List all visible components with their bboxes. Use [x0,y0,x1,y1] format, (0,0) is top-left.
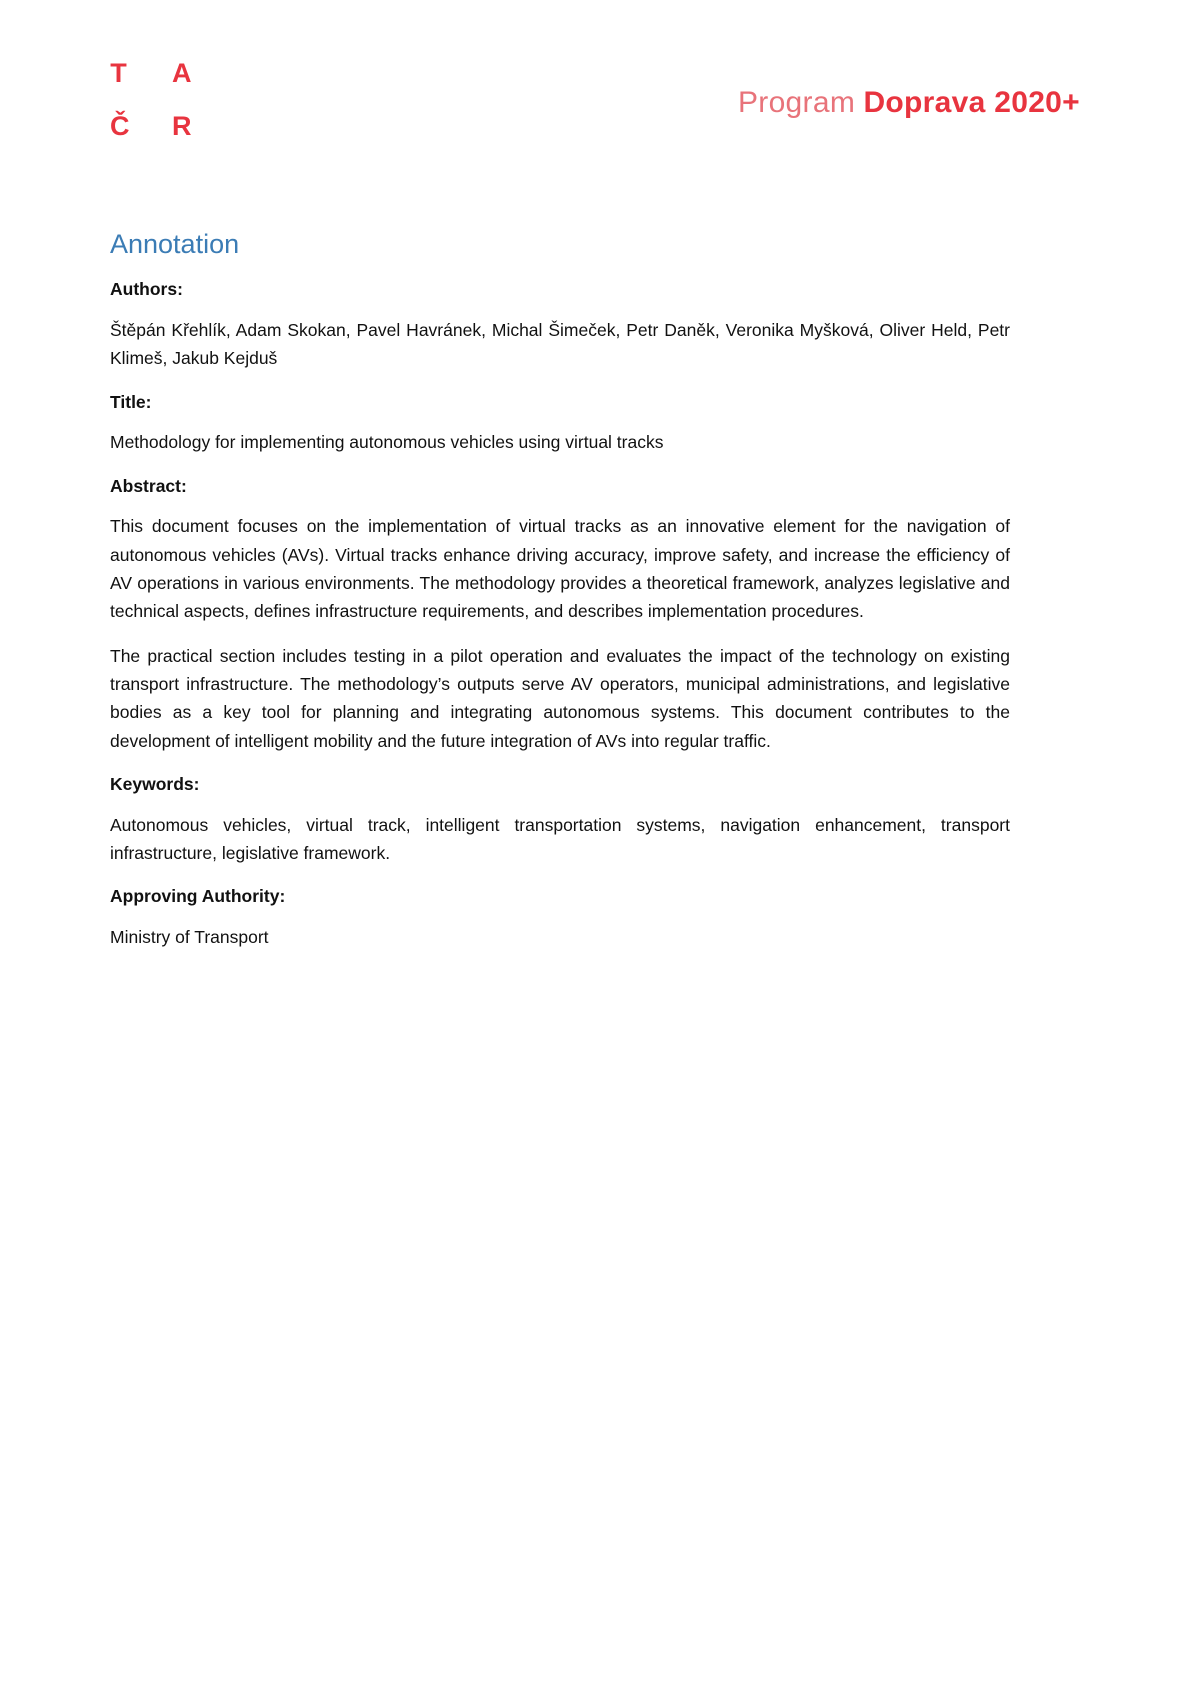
document-content [110,228,1010,951]
abstract-paragraph-1: This document focuses on the implementation of virtual tracks as an innovative element for the navigation of autonomous vehicles (AVs). Virtual tracks enhance driving accuracy, improve safety, and increase the efficiency of AV operations in various environments. The methodology provides a theoretical framework, analyzes legislative and technical aspects, defines infrastructure requirements, and describes implementation procedures. [110,516,1010,622]
title-value: Methodology for implementing autonomous vehicles using virtual tracks [110,432,664,453]
program-name: Doprava 2020+ [863,86,1080,119]
abstract-paragraph-2: The practical section includes testing in a pilot operation and evaluates the impact of the technology on existing transport infrastructure. The methodology’s outputs serve AV operators, municipal administrations, and legislative bodies as a key tool for planning and integrating autonomous systems. This document contributes to the development of intelligent mobility and the future integration of AVs into regular traffic. [110,645,1010,751]
page-title: Annotation [110,229,240,259]
page-header [110,60,1080,170]
title-label: Title: [110,391,152,412]
logo-row-top [110,60,220,87]
approving-authority-value: Ministry of Transport [110,926,269,947]
logo-letter-r: R [172,111,193,141]
program-mark [738,88,1080,118]
tacr-logo [110,60,220,160]
keywords-label: Keywords: [110,774,200,795]
program-label: Program [737,86,856,119]
approving-authority-label: Approving Authority: [110,886,286,907]
logo-letter-c-caron: Č [110,111,131,141]
keywords-value: Autonomous vehicles, virtual track, intelligent transportation systems, navigation enhancement, transport infrastructure, legislative framework. [110,814,1010,864]
authors-label: Authors: [110,279,183,300]
logo-letter-t: T [110,58,128,88]
logo-row-bottom [110,113,220,140]
logo-letter-a: A [172,58,193,88]
authors-value: Štěpán Křehlík, Adam Skokan, Pavel Havránek, Michal Šimeček, Petr Daněk, Veronika Myšková, Oliver Held, Petr Klimeš, Jakub Kejduš [110,320,1010,369]
abstract-label: Abstract: [110,475,187,496]
